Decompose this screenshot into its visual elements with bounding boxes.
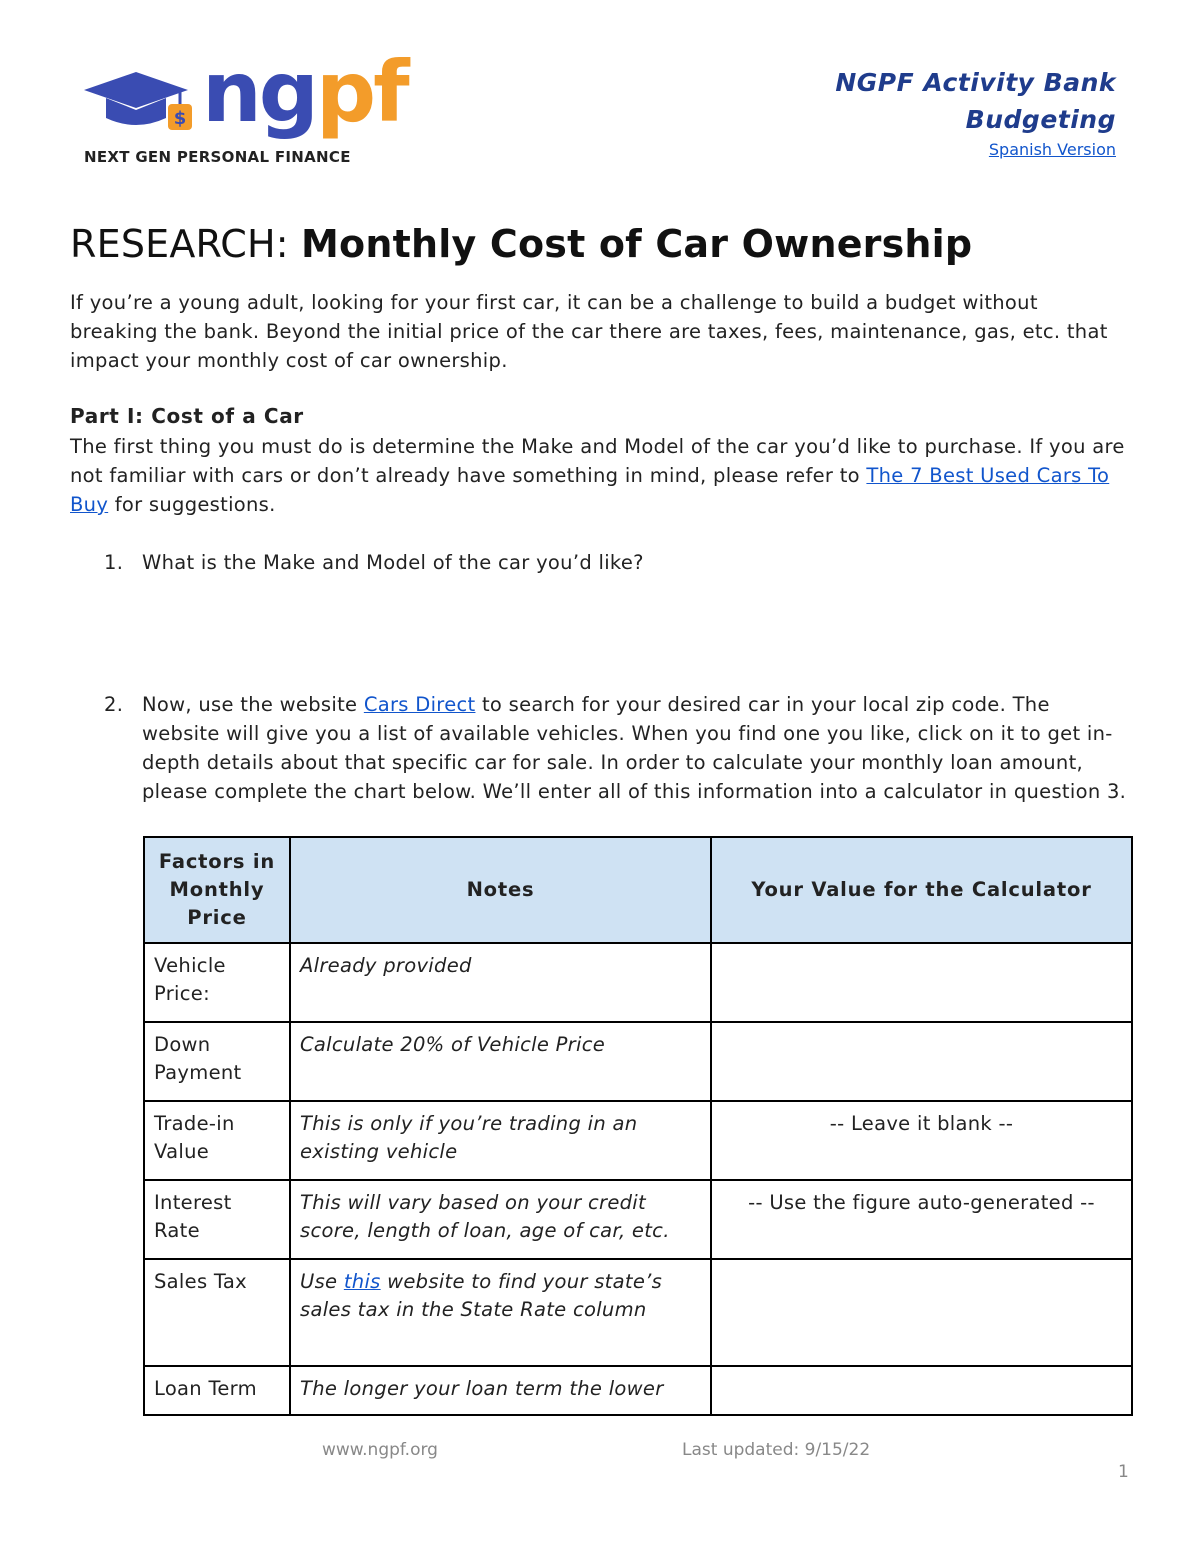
table-row [144,1259,1132,1366]
note-cell: Calculate 20% of Vehicle Price [290,1022,711,1101]
header-right [835,64,1116,159]
spanish-version-link[interactable]: Spanish Version [988,140,1116,159]
page-number: 1 [1118,1462,1129,1482]
part1-paragraph: The first thing you must do is determine the Make and Model of the car you’d like to purchase. If you are not familiar with cars or don’t already have something in mind, please refer to The 7 Best Used Cars To Buy for suggestions. [70,435,1125,516]
table-row [144,943,1132,1022]
header-notes: Notes [290,837,711,943]
intro-paragraph: If you’re a young adult, looking for your first car, it can be a challenge to build a budget without breaking the bank. Beyond the initial price of the car there are taxes, fees, maintenance, gas, etc. that impact your monthly cost of car ownership. [70,291,1108,372]
best-used-cars-link[interactable]: The 7 Best Used Cars To Buy [70,464,1110,516]
question-text: What is the Make and Model of the car you’d like? [142,551,644,574]
logo-tagline: NEXT GEN PERSONAL FINANCE [84,148,351,166]
ngpf-logo [84,43,407,170]
footer-website: www.ngpf.org [322,1440,438,1460]
value-cell[interactable]: -- Use the figure auto-generated -- [711,1180,1132,1259]
question-1 [104,548,1130,578]
factor-cell: Trade-in Value [144,1101,290,1180]
category-label: Budgeting [965,105,1116,134]
factor-cell: Loan Term [144,1366,290,1415]
factor-cell: Sales Tax [144,1259,290,1366]
svg-text:$: $ [173,108,187,129]
value-cell[interactable] [711,1022,1132,1101]
table-row [144,1180,1132,1259]
note-cell: This is only if you’re trading in an existing vehicle [290,1101,711,1180]
footer-last-updated: Last updated: 9/15/22 [682,1440,871,1460]
value-cell[interactable] [711,943,1132,1022]
value-cell[interactable] [711,1366,1132,1415]
table-row [144,1366,1132,1415]
cars-direct-link[interactable]: Cars Direct [363,693,476,716]
logo-wordmark: ngpf [202,43,407,141]
part1-heading: Part I: Cost of a Car [70,404,304,428]
table-header-row [144,837,1132,943]
table-row [144,1101,1132,1180]
cost-table [143,836,1133,1416]
graduation-cap-icon [84,60,196,140]
question-text: Now, use the website Cars Direct to search for your desired car in your local zip code. The website will give you a list of available vehicles. When you find one you like, click on it to get in-depth details about that specific car for sale. In order to calculate your monthly loan amount, please complete the chart below. We’ll enter all of this information into a calculator in question 3. [142,693,1127,803]
question-number: 2. [104,693,124,716]
question-number: 1. [104,551,124,574]
note-cell: The longer your loan term the lower [290,1366,711,1415]
value-cell[interactable] [711,1259,1132,1366]
factor-cell: Down Payment [144,1022,290,1101]
note-cell: This will vary based on your credit score, length of loan, age of car, etc. [290,1180,711,1259]
factor-cell: Interest Rate [144,1180,290,1259]
question-2 [104,690,1130,836]
header-your-value: Your Value for the Calculator [711,837,1132,943]
note-cell: Already provided [290,943,711,1022]
value-cell[interactable]: -- Leave it blank -- [711,1101,1132,1180]
table-row [144,1022,1132,1101]
page-title: RESEARCH: Monthly Cost of Car Ownership [70,222,973,266]
activity-bank-label: NGPF Activity Bank [835,68,1116,97]
factor-cell: Vehicle Price: [144,943,290,1022]
sales-tax-link[interactable]: this [343,1270,381,1293]
header-factors: Factors in Monthly Price [144,837,290,943]
note-cell: Use this website to find your state’s sales tax in the State Rate column [290,1259,711,1366]
